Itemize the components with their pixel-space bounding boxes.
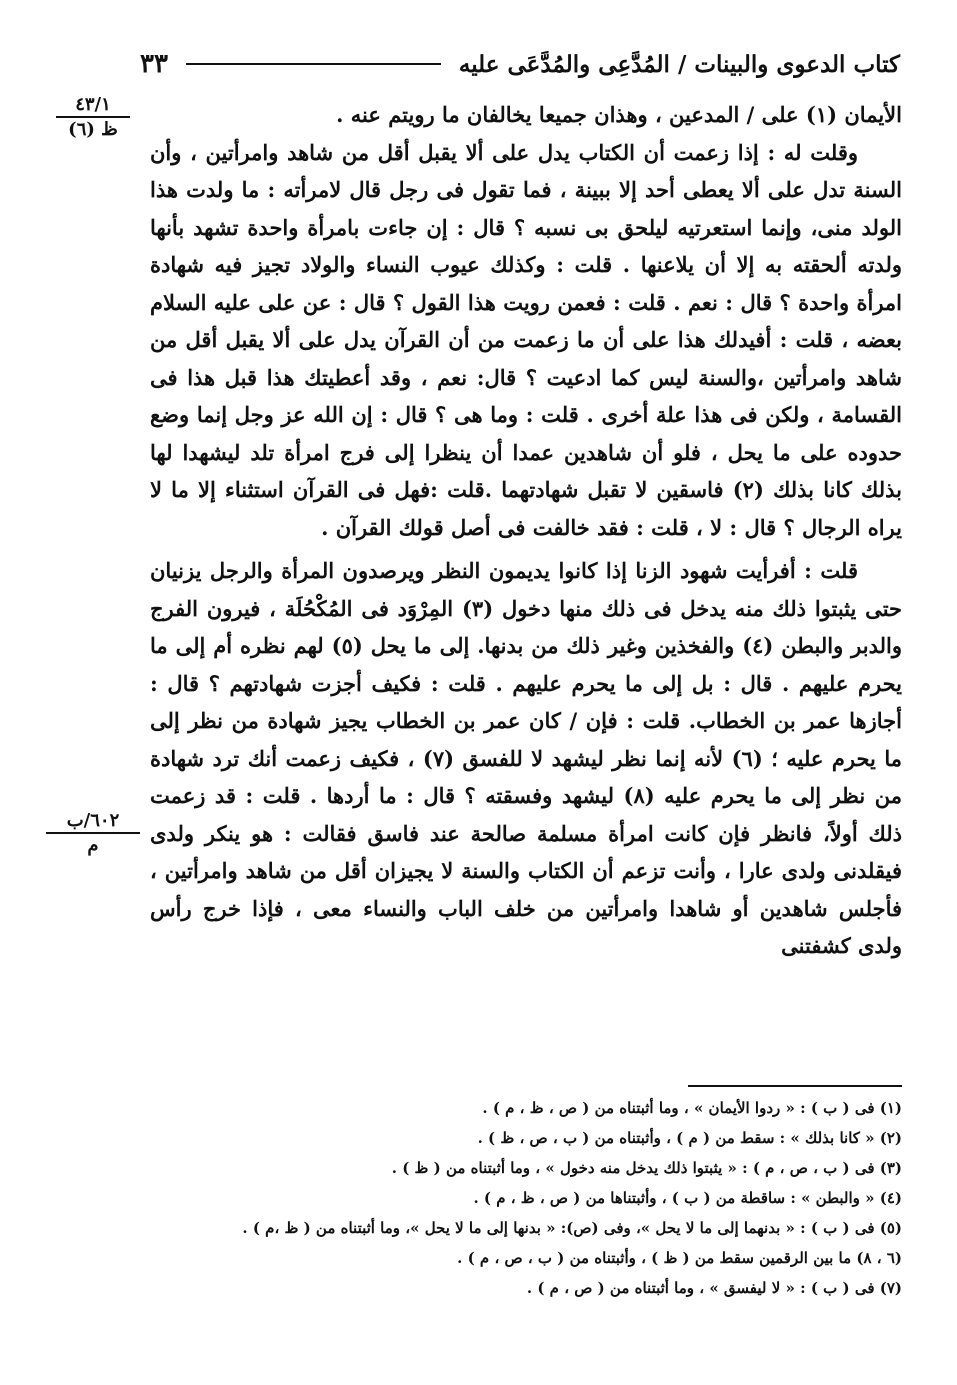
footnote: (٧) فى ( ب ) : « لا ليفسق » ، وما أثبتناه من ( ص ، م ) . bbox=[526, 1279, 902, 1297]
footnote: (٤) « والبطن » : ساقطة من ( ب ) ، وأثبتناها من ( ص ، ظ ، م ) . bbox=[473, 1189, 902, 1207]
margin-manuscript: ظ (٦) bbox=[56, 116, 130, 141]
margin-manuscript-reference bbox=[46, 810, 140, 857]
main-text bbox=[150, 96, 902, 965]
paragraph: الأيمان (١) على / المدعين ، وهذان جميعا يخالفان ما رويتم عنه . bbox=[336, 102, 902, 127]
footnotes bbox=[180, 1093, 902, 1303]
footnote: (٢) « كانا بذلك » : سقط من ( م ) ، وأثبتناه من ( ب ، ص ، ظ ) . bbox=[477, 1129, 902, 1147]
margin-manuscript-reference bbox=[56, 94, 130, 141]
paragraph: وقلت له : إذا زعمت أن الكتاب يدل على ألا يقبل أقل من شاهد وامرأتين ، وأن السنة تدل على ألا يعطى أحد إلا ببينة ، فما تقول فى رجل قال لامرأته : ما ولدت هذا الولد منى، وإنما استعرتيه ليلحق بى نسبه ؟ قال : إن جاءت بامرأة واحدة تشهد بأنها ولدته ألحقته به إلا أن يلاعنها . قلت : وكذلك عيوب النساء والولاد تجيز فيه شهادة امرأة واحدة ؟ قال : نعم . قلت : فعمن رويت هذا القول ؟ قال : عن على عليه السلام بعضه ، قلت : أفيدلك هذا على أن ما زعمت من أن القرآن يدل على ألا يقبل أقل من شاهد وامرأتين ،والسنة ليس كما ادعيت ؟ قال: نعم ، وقد أعطيتك هذا قبل هذا فى القسامة ، ولكن فى هذا علة أخرى . قلت : وما هى ؟ قال : إن الله عز وجل إنما وضع حدوده على ما يحل ، فلو أن شاهدين عمدا أن ينظرا إلى فرج امرأة تلد ليشهدا لها بذلك كانا بذلك (٢) فاسقين لا تقبل شهادتهما .قلت :فهل فى القرآن استثناء إلا ما لا يراه الرجال ؟ قال : لا ، قلت : فقد خالفت فى أصل قولك القرآن . bbox=[150, 139, 903, 540]
running-title: كتاب الدعوى والبينات / المُدَّعِى والمُدَّعَى عليه bbox=[458, 50, 900, 78]
paragraph: قلت : أفرأيت شهود الزنا إذا كانوا يديمون النظر ويرصدون المرأة والرجل يزنيان حتى يثبتوا ذلك منه يدخل فى ذلك منها دخول (٣) المِرْوَد فى المُكْحُلَة ، فيرون الفرج والدبر والبطن (٤) والفخذين وغير ذلك من بدنها. إلى ما يحل (٥) لهم نظره أم إلى ما يحرم عليهم . قال : بل إلى ما يحرم عليهم . قلت : فكيف أجزت شهادتهم ؟ قال : أجازها عمر بن الخطاب. قلت : فإن / كان عمر بن الخطاب يجيز شهادة من نظر إلى ما يحرم عليه ؛ (٦) لأنه إنما نظر ليشهد لا للفسق (٧) ، فكيف زعمت أنك ترد شهادة من نظر إلى ما يحرم عليه (٨) ليشهد وفسقته ؟ قال : ما أردها . قلت : قد زعمت ذلك أولاً، فانظر فإن كانت امرأة مسلمة صالحة عند فاسق فقالت : هو ينكر ولدى فيقلدنى ولدى عارا ، وأنت تزعم أن الكتاب والسنة لا يجيزان أقل من شاهد وامرأتين ، فأجلس شاهدين أو شاهدا وامرأتين من خلف الباب والنساء معى ، فإذا خرج رأس ولدى كشفتنى bbox=[150, 558, 903, 958]
footnote: (١) فى ( ب ) : « ردوا الأيمان » ، وما أثبتناه من ( ص ، ظ ، م ) . bbox=[482, 1099, 902, 1117]
margin-folio: ٦٠٢/ب bbox=[66, 810, 120, 831]
margin-folio: ٤٣/١ bbox=[75, 94, 111, 115]
footnote: (٥) فى ( ب ) : « بدنهما إلى ما لا يحل »، وفى (ص): « بدنها إلى ما لا يحل »، وما أثبتناه من ( ظ ،م ) . bbox=[242, 1219, 902, 1237]
footnote-separator bbox=[688, 1085, 902, 1087]
margin-manuscript: م bbox=[46, 832, 140, 857]
footnote: (٣) فى ( ب ، ص ، م ) : « يثبتوا ذلك يدخل منه دخول » ، وما أثبتناه من ( ظ ) . bbox=[391, 1159, 902, 1177]
header-rule bbox=[186, 63, 441, 65]
page-number: ٣٣ bbox=[140, 49, 168, 79]
page-header bbox=[140, 44, 900, 84]
footnote: (٦ ، ٨) ما بين الرقمين سقط من ( ظ ) ، وأثبتناه من ( ب ، ص ، م ) . bbox=[457, 1249, 902, 1267]
